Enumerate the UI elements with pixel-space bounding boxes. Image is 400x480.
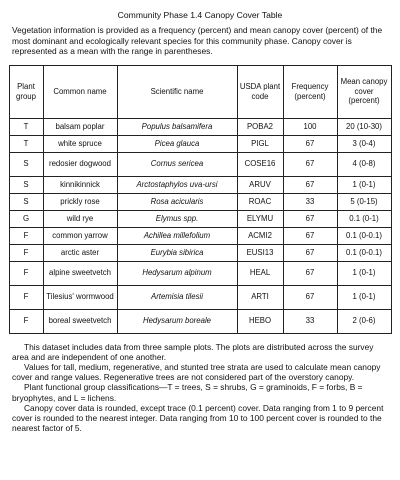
cell-group: T bbox=[9, 118, 43, 135]
cell-scientific-name: Rosa acicularis bbox=[117, 193, 237, 210]
cell-usda-code: COSE16 bbox=[237, 152, 283, 176]
cell-usda-code: PIGL bbox=[237, 135, 283, 152]
cell-group: F bbox=[9, 309, 43, 333]
table-row bbox=[9, 285, 391, 309]
cell-group: F bbox=[9, 244, 43, 261]
cell-usda-code: HEBO bbox=[237, 309, 283, 333]
cell-frequency: 67 bbox=[283, 261, 337, 285]
table-header-row bbox=[9, 65, 391, 118]
cell-frequency: 67 bbox=[283, 176, 337, 193]
cell-usda-code: ARTI bbox=[237, 285, 283, 309]
table-row bbox=[9, 152, 391, 176]
note-paragraph: Values for tall, medium, regenerative, and stunted tree strata are used to calculate mean canopy cover and range values. Regenerative trees are not considered part of the overstory canopy. bbox=[12, 361, 381, 383]
note-paragraph: Plant functional group classifications—T = trees, S = shrubs, G = graminoids, F = forbs, B = bryophytes, and L = lichens. bbox=[12, 382, 363, 403]
cell-usda-code: ACMI2 bbox=[237, 227, 283, 244]
header-plant-group: Plant group bbox=[9, 65, 43, 118]
table-row bbox=[9, 176, 391, 193]
cell-common-name: white spruce bbox=[43, 135, 117, 152]
cell-mean-cover: 5 (0-15) bbox=[337, 193, 391, 210]
cell-scientific-name: Elymus spp. bbox=[117, 210, 237, 227]
cell-frequency: 67 bbox=[283, 244, 337, 261]
note-paragraph: This dataset includes data from three sample plots. The plots are distributed across the survey area and are independent of one another. bbox=[12, 341, 374, 362]
cell-common-name: alpine sweetvetch bbox=[43, 261, 117, 285]
cell-scientific-name: Picea glauca bbox=[117, 135, 237, 152]
cell-mean-cover: 1 (0-1) bbox=[337, 285, 391, 309]
cell-group: F bbox=[9, 261, 43, 285]
header-usda-code: USDA plant code bbox=[237, 65, 283, 118]
cell-usda-code: EUSI13 bbox=[237, 244, 283, 261]
cell-frequency: 33 bbox=[283, 193, 337, 210]
header-scientific-name: Scientific name bbox=[117, 65, 237, 118]
table-row bbox=[9, 193, 391, 210]
cell-scientific-name: Eurybia sibirica bbox=[117, 244, 237, 261]
cell-usda-code: HEAL bbox=[237, 261, 283, 285]
cell-mean-cover: 3 (0-4) bbox=[337, 135, 391, 152]
cell-frequency: 67 bbox=[283, 210, 337, 227]
cell-group: T bbox=[9, 135, 43, 152]
header-mean-cover: Mean canopy cover (percent) bbox=[337, 65, 391, 118]
canopy-cover-table bbox=[9, 65, 392, 334]
cell-scientific-name: Hedysarum alpinum bbox=[117, 261, 237, 285]
table-row bbox=[9, 210, 391, 227]
page-title: Community Phase 1.4 Canopy Cover Table bbox=[117, 10, 283, 20]
table-row bbox=[9, 118, 391, 135]
cell-frequency: 67 bbox=[283, 285, 337, 309]
cell-group: F bbox=[9, 285, 43, 309]
cell-mean-cover: 0.1 (0-0.1) bbox=[337, 227, 391, 244]
cell-frequency: 67 bbox=[283, 227, 337, 244]
cell-scientific-name: Arctostaphylos uva-ursi bbox=[117, 176, 237, 193]
cell-common-name: balsam poplar bbox=[43, 118, 117, 135]
cell-group: S bbox=[9, 152, 43, 176]
cell-mean-cover: 1 (0-1) bbox=[337, 176, 391, 193]
cell-common-name: wild rye bbox=[43, 210, 117, 227]
header-frequency: Frequency (percent) bbox=[283, 65, 337, 118]
cell-group: S bbox=[9, 193, 43, 210]
cell-usda-code: ELYMU bbox=[237, 210, 283, 227]
cell-common-name: prickly rose bbox=[43, 193, 117, 210]
cell-common-name: boreal sweetvetch bbox=[43, 309, 117, 333]
cell-scientific-name: Artemisia tilesii bbox=[117, 285, 237, 309]
cell-mean-cover: 20 (10-30) bbox=[337, 118, 391, 135]
cell-common-name: kinnikinnick bbox=[43, 176, 117, 193]
cell-common-name: Tilesius' wormwood bbox=[43, 285, 117, 309]
cell-common-name: common yarrow bbox=[43, 227, 117, 244]
cell-usda-code: ARUV bbox=[237, 176, 283, 193]
cell-common-name: arctic aster bbox=[43, 244, 117, 261]
cell-frequency: 33 bbox=[283, 309, 337, 333]
cell-scientific-name: Cornus sericea bbox=[117, 152, 237, 176]
cell-common-name: redosier dogwood bbox=[43, 152, 117, 176]
cell-frequency: 100 bbox=[283, 118, 337, 135]
cell-frequency: 67 bbox=[283, 152, 337, 176]
cell-scientific-name: Hedysarum boreale bbox=[117, 309, 237, 333]
table-row bbox=[9, 261, 391, 285]
cell-mean-cover: 0.1 (0-0.1) bbox=[337, 244, 391, 261]
table-notes bbox=[12, 342, 388, 434]
table-row bbox=[9, 135, 391, 152]
header-common-name: Common name bbox=[43, 65, 117, 118]
cell-usda-code: POBA2 bbox=[237, 118, 283, 135]
note-paragraph: Canopy cover data is rounded, except trace (0.1 percent) cover. Data ranging from 1 to 9 percent cover is rounded to the nearest integer. Data ranging from 10 to 100 percent cover is rounded to the nearest factor of 5. bbox=[12, 402, 384, 434]
cell-mean-cover: 0.1 (0-1) bbox=[337, 210, 391, 227]
cell-mean-cover: 1 (0-1) bbox=[337, 261, 391, 285]
table-row bbox=[9, 309, 391, 333]
cell-scientific-name: Achillea millefolium bbox=[117, 227, 237, 244]
cell-group: G bbox=[9, 210, 43, 227]
cell-frequency: 67 bbox=[283, 135, 337, 152]
cell-mean-cover: 4 (0-8) bbox=[337, 152, 391, 176]
table-row bbox=[9, 244, 391, 261]
cell-group: S bbox=[9, 176, 43, 193]
cell-group: F bbox=[9, 227, 43, 244]
cell-scientific-name: Populus balsamifera bbox=[117, 118, 237, 135]
cell-mean-cover: 2 (0-6) bbox=[337, 309, 391, 333]
cell-usda-code: ROAC bbox=[237, 193, 283, 210]
intro-paragraph: Vegetation information is provided as a frequency (percent) and mean canopy cover (percent) of the most dominant and ecologically relevant species for this community phase. Canopy cover is represented as a mean with the range in parentheses. bbox=[12, 25, 383, 56]
table-row bbox=[9, 227, 391, 244]
